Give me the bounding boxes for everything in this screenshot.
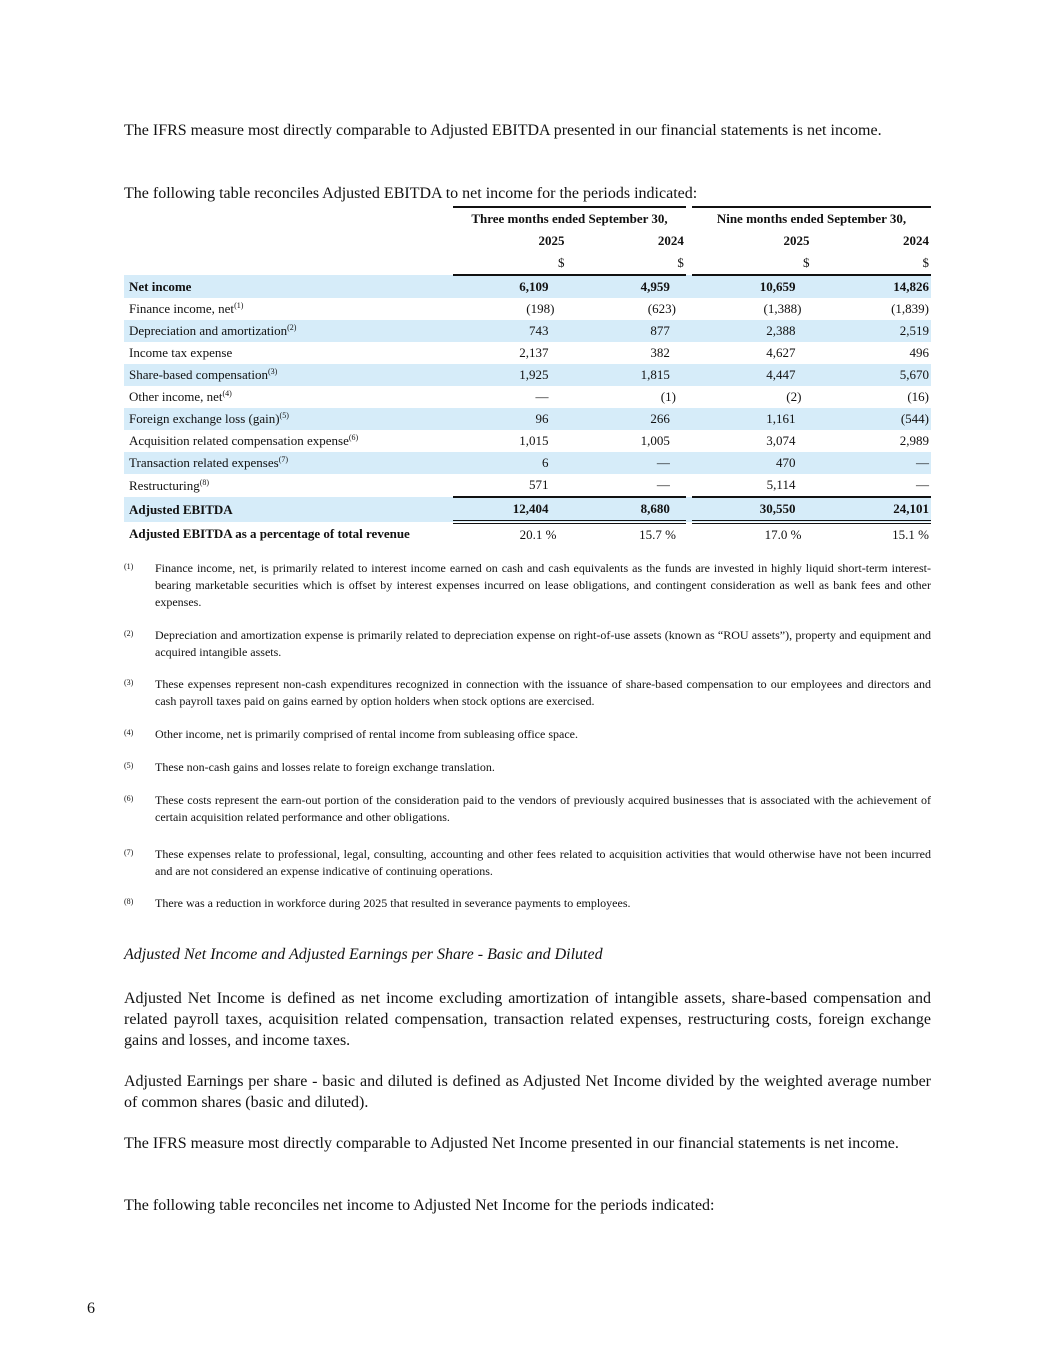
value-cell: — <box>566 452 685 474</box>
row-label <box>124 452 453 474</box>
footnote <box>124 627 931 661</box>
value-cell: 1,815 <box>566 364 685 386</box>
value-cell: 17.0 % <box>764 527 802 542</box>
row-label <box>124 298 453 320</box>
value-cell: 30,550 <box>692 497 811 522</box>
value-cell: — <box>916 477 929 492</box>
footnote <box>124 792 931 826</box>
row-label <box>124 386 453 408</box>
table-row <box>124 430 931 452</box>
value-cell: 6,109 <box>453 275 566 298</box>
table-row <box>124 320 931 342</box>
footnote-text: Finance income, net, is primarily related to interest income earned on cash and cash equivalents as the funds are invested in highly liquid short-term interest-bearing marketable securities which is offset by interest expenses incurred on lease obligations, and contingent consideration as well as bank fees and other expenses. <box>155 561 931 609</box>
table-group-header-row <box>124 207 931 230</box>
footnote <box>124 560 931 611</box>
footnote-text: These costs represent the earn-out portion of the consideration paid to the vendors of previously acquired businesses that is associated with the achievement of certain acquisition related performance and other obligations. <box>155 793 931 824</box>
footnote-text: These non-cash gains and losses relate to foreign exchange translation. <box>155 760 495 774</box>
row-label-text: Adjusted EBITDA <box>129 501 233 517</box>
table-row <box>124 364 931 386</box>
footnote-text: There was a reduction in workforce during 2025 that resulted in severance payments to employees. <box>155 896 631 910</box>
table-row <box>124 408 931 430</box>
row-label <box>124 408 453 430</box>
footnote-reference: (2) <box>287 323 297 332</box>
footnote-text: Other income, net is primarily comprised of rental income from subleasing office space. <box>155 727 578 741</box>
value-cell: 266 <box>566 408 685 430</box>
footnote-reference: (6) <box>348 433 359 442</box>
row-label-text: Share-based compensation <box>129 367 268 382</box>
section-paragraph-4: The following table reconciles net income to Adjusted Net Income for the periods indicated: <box>124 1197 715 1214</box>
value-cell: 96 <box>453 408 566 430</box>
value-cell: 743 <box>453 320 566 342</box>
footnote-reference: (5) <box>279 411 289 420</box>
year-col-4: 2024 <box>903 233 929 248</box>
footnote <box>124 759 931 776</box>
header-three-months: Three months ended September 30, <box>453 207 686 230</box>
value-cell: 6 <box>453 452 566 474</box>
row-label <box>124 320 453 342</box>
value-cell: 1,005 <box>640 433 670 448</box>
value-cell: 20.1 % <box>519 527 557 542</box>
value-cell: 24,101 <box>811 497 931 522</box>
currency-col-2: $ <box>566 252 685 275</box>
row-label-text: Depreciation and amortization <box>129 323 288 338</box>
value-cell: 2,137 <box>519 345 549 360</box>
row-label-text: Foreign exchange loss (gain) <box>129 411 280 426</box>
footnote-mark: (3) <box>124 678 134 687</box>
row-label-text: Restructuring <box>129 477 200 493</box>
row-label <box>124 497 453 522</box>
footnote-reference: (3) <box>267 367 278 376</box>
value-cell: 14,826 <box>811 275 931 298</box>
row-label-text: Net income <box>129 278 192 294</box>
footnote <box>124 676 931 710</box>
adjusted-ebitda-reconciliation-table <box>124 206 931 546</box>
value-cell: 571 <box>528 477 549 492</box>
footnote-reference: (8) <box>199 477 210 487</box>
section-paragraph-2: Adjusted Earnings per share - basic and diluted is defined as Adjusted Net Income divided by the weighted average number of common shares (basic and diluted). <box>124 1073 931 1111</box>
year-col-1: 2025 <box>538 233 565 248</box>
year-col-3: 2025 <box>783 233 810 248</box>
footnote-text: Depreciation and amortization expense is primarily related to depreciation expense on right-of-use assets (known as “ROU assets”), property and equipment and acquired intangible assets. <box>155 628 931 659</box>
header-nine-months: Nine months ended September 30, <box>692 207 931 230</box>
intro-paragraph-2: The following table reconciles Adjusted EBITDA to net income for the periods indicated: <box>124 185 698 202</box>
table-row <box>124 275 931 298</box>
footnote-mark: (8) <box>124 897 134 906</box>
value-cell: (1,839) <box>891 301 929 316</box>
row-label-text: Income tax expense <box>129 345 233 360</box>
value-cell: 15.7 % <box>639 527 676 542</box>
value-cell: 1,925 <box>453 364 566 386</box>
section-heading: Adjusted Net Income and Adjusted Earnings per Share - Basic and Diluted <box>124 946 603 963</box>
footnote-mark: (4) <box>124 728 134 737</box>
value-cell: 1,161 <box>692 408 811 430</box>
table-row <box>124 497 931 522</box>
page-number: 6 <box>87 1300 95 1317</box>
row-label <box>124 275 453 298</box>
value-cell: 2,388 <box>692 320 811 342</box>
row-label-text: Transaction related expenses <box>129 455 279 470</box>
currency-col-4: $ <box>811 252 931 275</box>
row-label <box>124 430 453 452</box>
value-cell: 3,074 <box>766 433 796 448</box>
row-label <box>124 522 453 546</box>
footnote-mark: (1) <box>124 562 134 571</box>
row-label-text: Finance income, net <box>129 301 235 316</box>
footnote-mark: (7) <box>124 848 134 857</box>
value-cell: 1,015 <box>519 433 549 448</box>
footnote-text: These expenses represent non-cash expenditures recognized in connection with the issuance of share-based compensation to our employees and directors and cash payroll taxes paid on gains earned by option holders when stock options are exercised. <box>155 677 931 708</box>
value-cell: 8,680 <box>566 497 685 522</box>
table-row <box>124 342 931 364</box>
table-year-row <box>124 230 931 252</box>
currency-col-1: $ <box>453 252 566 275</box>
footnote <box>124 726 931 743</box>
value-cell: 4,627 <box>766 345 796 360</box>
value-cell: 4,447 <box>692 364 811 386</box>
row-label <box>124 342 453 364</box>
footnote <box>124 846 931 880</box>
table-row <box>124 452 931 474</box>
section-paragraph-3: The IFRS measure most directly comparable to Adjusted Net Income presented in our financial statements is net income. <box>124 1135 899 1152</box>
value-cell: (16) <box>907 389 929 404</box>
value-cell: 470 <box>692 452 811 474</box>
value-cell: 2,989 <box>899 433 929 448</box>
value-cell: 877 <box>566 320 685 342</box>
value-cell: (2) <box>786 389 802 404</box>
table-row <box>124 298 931 320</box>
table-row <box>124 386 931 408</box>
value-cell: (544) <box>811 408 931 430</box>
section-paragraph-1: Adjusted Net Income is defined as net income excluding amortization of intangible assets, share-based compensation and related payroll taxes, acquisition related compensation, transaction related expenses, restructuring costs, foreign exchange gains and losses, and income taxes. <box>124 990 931 1049</box>
value-cell: 12,404 <box>453 497 566 522</box>
footnote-reference: (7) <box>278 455 289 464</box>
value-cell: 382 <box>650 345 670 360</box>
value-cell: — <box>811 452 931 474</box>
value-cell: (623) <box>647 301 676 316</box>
footnote-reference: (4) <box>222 389 232 398</box>
value-cell: (1,388) <box>763 301 802 316</box>
value-cell: 5,114 <box>766 477 796 492</box>
value-cell: — <box>656 477 670 492</box>
year-col-2: 2024 <box>657 233 684 248</box>
value-cell: 5,670 <box>811 364 931 386</box>
footnote-reference: (1) <box>234 301 244 310</box>
value-cell: 2,519 <box>811 320 931 342</box>
row-label <box>124 474 453 497</box>
row-label-text: Adjusted EBITDA as a percentage of total revenue <box>129 526 410 541</box>
value-cell: — <box>535 389 549 404</box>
value-cell: 496 <box>909 345 929 360</box>
footnote-mark: (2) <box>124 629 134 638</box>
footnote-mark: (6) <box>124 794 134 803</box>
footnote-mark: (5) <box>124 761 134 770</box>
table-currency-row <box>124 252 931 275</box>
value-cell: 4,959 <box>566 275 685 298</box>
table-row <box>124 522 931 546</box>
intro-paragraph-1: The IFRS measure most directly comparable to Adjusted EBITDA presented in our financial statements is net income. <box>124 122 882 139</box>
footnote-text: These expenses relate to professional, legal, consulting, accounting and other fees related to acquisition activities that would otherwise have not been incurred and are not considered an expense indicative of continuing operations. <box>155 847 931 878</box>
value-cell: (198) <box>526 301 555 316</box>
value-cell: 10,659 <box>692 275 811 298</box>
currency-col-3: $ <box>692 252 811 275</box>
table-row <box>124 474 931 497</box>
row-label-text: Other income, net <box>129 389 223 404</box>
value-cell: 15.1 % <box>892 527 929 542</box>
row-label-text: Acquisition related compensation expense <box>129 433 349 448</box>
footnote <box>124 895 931 912</box>
row-label <box>124 364 453 386</box>
value-cell: (1) <box>660 389 676 404</box>
